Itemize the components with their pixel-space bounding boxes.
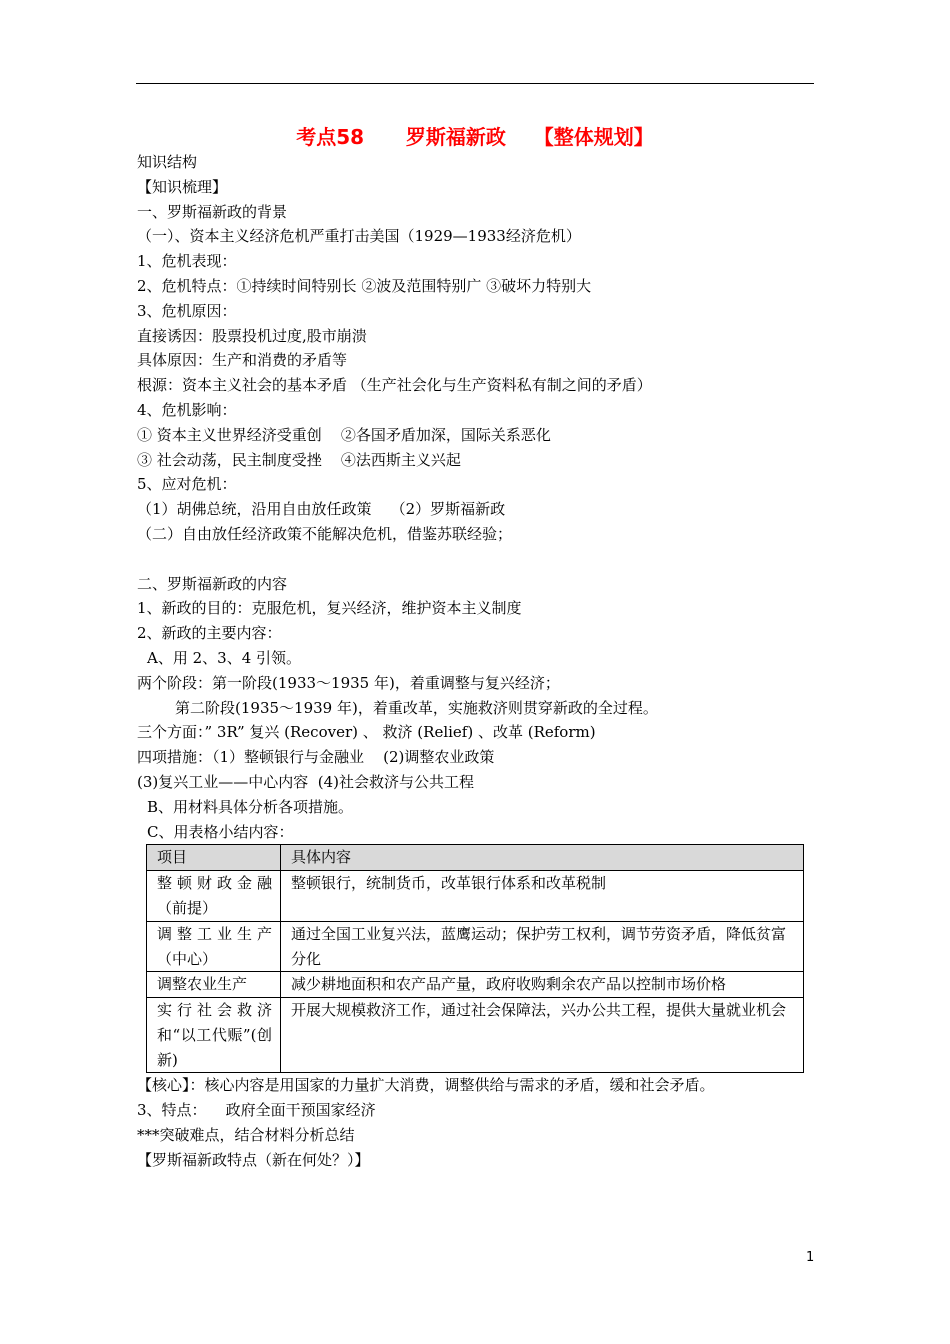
text-line: 【罗斯福新政特点（新在何处？）】 (137, 1150, 370, 1169)
table-row (147, 998, 804, 1073)
text-line: 3、危机原因： (137, 301, 237, 320)
section-heading: 二、罗斯福新政的内容 (137, 574, 288, 593)
text-line: 三个方面：” 3R” 复兴 (Recover) 、 救济 (Relief) 、改革 (Reform) (137, 723, 596, 742)
text-line: 4、危机影响： (137, 400, 237, 419)
table-row (147, 972, 804, 998)
text-line: ① 资本主义世界经济受重创 ②各国矛盾加深，国际关系恶化 (137, 425, 551, 444)
table-header-row (147, 845, 804, 871)
summary-table (146, 844, 804, 1073)
table-header-cell: 项目 (147, 845, 281, 871)
table-row (147, 921, 804, 972)
table-row (147, 871, 804, 922)
header-rule (136, 83, 814, 84)
text-line: A、用 2、3、4 引领。 (147, 648, 301, 667)
text-line: 两个阶段：第一阶段(1933～1935 年)，着重调整与复兴经济； (137, 673, 560, 692)
text-line: （一）、资本主义经济危机严重打击美国（1929—1933经济危机） (137, 227, 581, 246)
table-cell: 调整农业生产 (147, 972, 281, 998)
table-cell: 实行社会救济和“以工代赈”(创新) (147, 998, 281, 1073)
text-line: 1、危机表现： (137, 252, 237, 271)
blank-line (137, 547, 813, 572)
text-line: 一、罗斯福新政的背景 (137, 202, 288, 221)
text-line: 【知识梳理】 (137, 177, 228, 196)
text-line: 四项措施：（1）整顿银行与金融业 (2)调整农业政策 (137, 748, 495, 767)
text-line: 2、新政的主要内容： (137, 624, 282, 643)
table-cell: 调整工业生产（中心） (147, 921, 281, 972)
text-line: 1、新政的目的：克服危机，复兴经济，维护资本主义制度 (137, 599, 522, 618)
text-line: 2、危机特点：①持续时间特别长 ②波及范围特别广 ③破坏力特别大 (137, 276, 592, 295)
text-line: B、用材料具体分析各项措施。 (147, 797, 354, 816)
table-cell: 开展大规模救济工作，通过社会保障法，兴办公共工程，提供大量就业机会 (281, 998, 804, 1073)
text-line: 3、特点： 政府全面干预国家经济 (137, 1101, 376, 1120)
text-line: 直接诱因：股票投机过度,股市崩溃 (137, 326, 367, 345)
text-line: C、用表格小结内容： (147, 822, 294, 841)
text-line: （1）胡佛总统，沿用自由放任政策 （2）罗斯福新政 (137, 500, 506, 519)
document-body (137, 150, 813, 1173)
text-line: (3)复兴工业——中心内容 (4)社会救济与公共工程 (137, 772, 475, 791)
table-cell: 通过全国工业复兴法，蓝鹰运动；保护劳工权利，调节劳资矛盾，降低贫富分化 (281, 921, 804, 972)
text-line: ③ 社会动荡，民主制度受挫 ④法西斯主义兴起 (137, 450, 461, 469)
table-cell: 整顿财政金融（前提） (147, 871, 281, 922)
table-cell: 整顿银行，统制货币，改革银行体系和改革税制 (281, 871, 804, 922)
text-line: 【核心】：核心内容是用国家的力量扩大消费，调整供给与需求的矛盾，缓和社会矛盾。 (137, 1076, 715, 1095)
text-line: 第二阶段(1935～1939 年)，着重改革，实施救济则贯穿新政的全过程。 (175, 698, 658, 717)
page-number: 1 (806, 1250, 815, 1265)
text-line: 根源：资本主义社会的基本矛盾 （生产社会化与生产资料私有制之间的矛盾） (137, 376, 652, 395)
text-line: 具体原因：生产和消费的矛盾等 (137, 351, 348, 370)
text-line: （二）自由放任经济政策不能解决危机，借鉴苏联经验； (137, 524, 513, 543)
page-title: 考点58 罗斯福新政 【整体规划】 (296, 125, 654, 149)
text-line: 5、应对危机： (137, 475, 237, 494)
table-header-cell: 具体内容 (281, 845, 804, 871)
text-line: 知识结构 (137, 153, 198, 171)
table-cell: 减少耕地面积和农产品产量，政府收购剩余农产品以控制市场价格 (281, 972, 804, 998)
text-line: ***突破难点，结合材料分析总结 (137, 1126, 355, 1145)
